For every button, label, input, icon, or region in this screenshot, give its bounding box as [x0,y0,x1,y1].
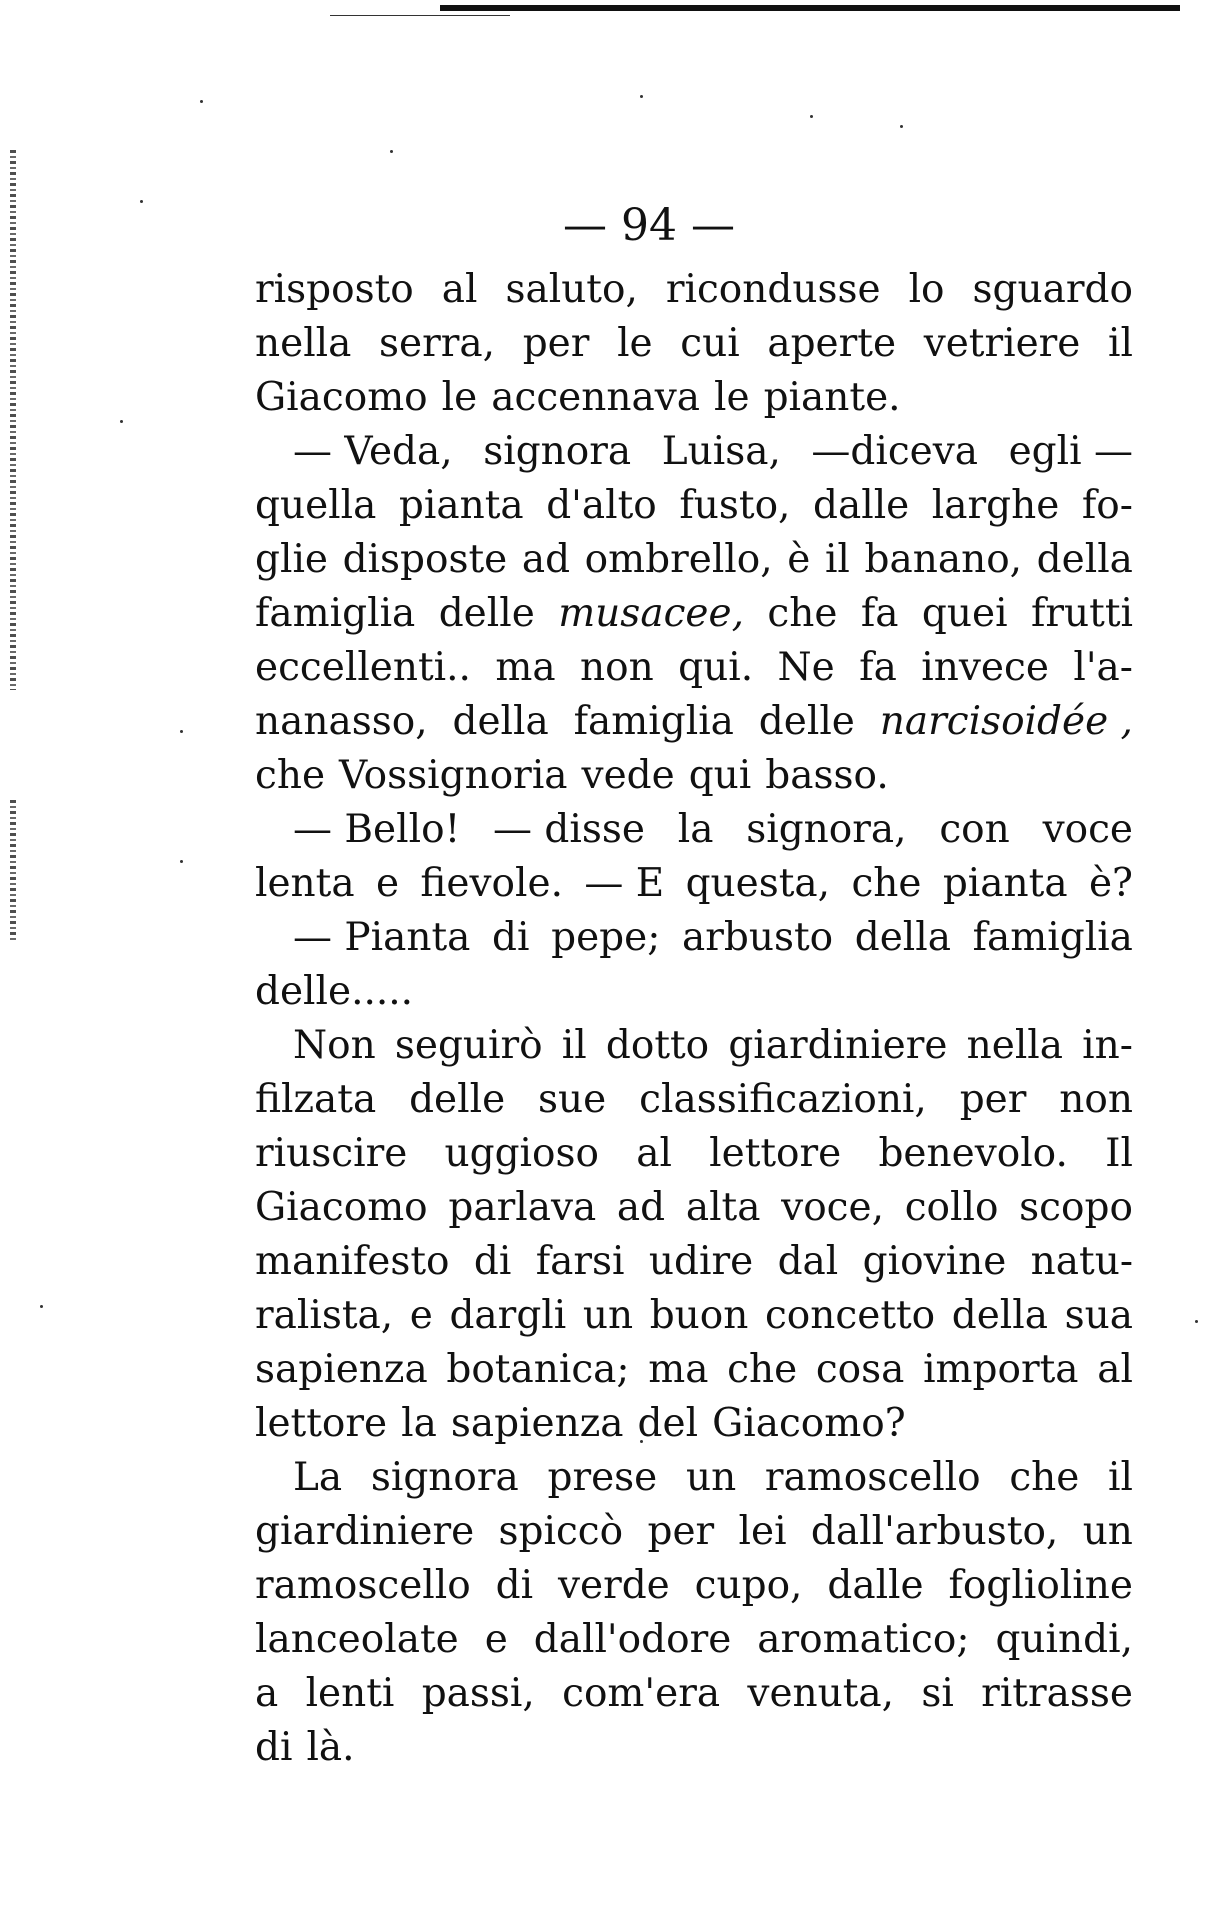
text-line [255,317,1133,371]
word: la [401,1401,437,1446]
word: di [492,915,530,960]
word: di [255,1725,293,1770]
word: —diceva [811,429,979,474]
word: Non [293,1023,376,1068]
word: un [685,1455,737,1500]
word: buon [649,1293,749,1338]
word: sue [538,1077,607,1122]
speck [900,125,903,128]
word: in- [1082,1023,1133,1068]
word: della [1036,537,1133,582]
word: quella [255,483,377,528]
word: voce, [781,1185,885,1230]
text-line [255,695,1133,749]
word: della [951,1293,1048,1338]
word: famiglia [573,699,734,744]
speck [120,420,123,423]
word: le [617,321,653,366]
word: lettore [709,1131,842,1176]
speck [810,115,813,118]
word: che [767,591,838,636]
word: collo [904,1185,999,1230]
word: dall'odore [533,1617,732,1662]
text-line [255,1289,1133,1343]
word: a [255,1671,279,1716]
text-line [255,857,1133,911]
word: le [714,375,750,420]
text-line [255,587,1133,641]
word: dal [777,1239,839,1284]
word: — Veda, [293,429,453,474]
word: al [636,1131,672,1176]
text-line [255,1721,1133,1775]
speck [200,100,203,103]
word: fievole. [420,861,563,906]
word: giardiniere [728,1023,948,1068]
word: dall'arbusto, [810,1509,1059,1554]
word: quei [921,591,1008,636]
word: e [484,1617,508,1662]
text-line [255,965,1133,1019]
word: com'era [562,1671,721,1716]
word: vede [581,753,675,798]
word: l'a- [1073,645,1133,690]
word: voce [1042,807,1133,852]
word: dotto [605,1023,710,1068]
word: non [1059,1077,1133,1122]
word: per [522,321,590,366]
word: serra, [379,321,496,366]
word: della [854,915,951,960]
word: disposte [342,537,508,582]
word: La [293,1455,343,1500]
speck [1195,1320,1198,1323]
page-number: — 94 — [563,200,735,251]
word: nanasso, [255,699,428,744]
text-line [255,425,1133,479]
text-line [255,1127,1133,1181]
word: risposto [255,267,414,312]
word: cupo, [694,1563,803,1608]
text-line [255,1235,1133,1289]
word: questa, [685,861,831,906]
word: Giacomo [255,1185,428,1230]
word: venuta, [747,1671,895,1716]
word: qui. [678,645,754,690]
text-line [255,1451,1133,1505]
word: e [409,1293,433,1338]
text-line [255,1613,1133,1667]
word: udire [648,1239,754,1284]
speck [40,1305,43,1308]
word: fa [859,645,897,690]
word: Vossignoria [339,753,568,798]
word: musacee, [558,591,744,636]
word: del [637,1401,699,1446]
word: foglioline [948,1563,1133,1608]
text-line [255,749,1133,803]
word: glie [255,537,328,582]
word: il [1108,1455,1133,1500]
word: scopo [1019,1185,1133,1230]
word: verde [557,1563,670,1608]
text-line [255,1667,1133,1721]
word: pepe; [551,915,661,960]
word: banano, [864,537,1023,582]
word: invece [921,645,1049,690]
text-line [255,1019,1133,1073]
word: lenta [255,861,355,906]
word: dalle [813,483,910,528]
word: della [452,699,549,744]
word: al [441,267,478,312]
word: ramoscello [255,1563,471,1608]
word: dalle [827,1563,924,1608]
word: Giacomo? [712,1401,906,1446]
text-line [255,641,1133,695]
text-line [255,533,1133,587]
word: delle [438,591,535,636]
word: lei [738,1509,787,1554]
word: di [495,1563,534,1608]
word: di [473,1239,512,1284]
word: per [959,1077,1027,1122]
word: natu- [1030,1239,1133,1284]
word: sapienza [450,1401,624,1446]
word: non [580,645,654,690]
word: riuscire [255,1131,408,1176]
text-line [255,911,1133,965]
word: parlava [448,1185,597,1230]
word: farsi [535,1239,625,1284]
word: nella [966,1023,1064,1068]
word: fusto, [679,483,791,528]
word: al [1097,1347,1133,1392]
word: alta [685,1185,761,1230]
word: nella [255,321,352,366]
word: che [851,861,922,906]
word: lo [908,267,945,312]
word: lettore [255,1401,388,1446]
word: giardiniere [255,1509,475,1554]
word: giovine [862,1239,1007,1284]
word: il [824,537,850,582]
word: importa [923,1347,1079,1392]
speck [390,150,393,153]
word: un [1082,1509,1133,1554]
word: passi, [421,1671,535,1716]
word: è [787,537,811,582]
word: ricondusse [665,267,881,312]
word: e [375,861,400,906]
word: delle [758,699,855,744]
text-line [255,1073,1133,1127]
word: dargli [449,1293,567,1338]
word: sapienza [255,1347,428,1392]
body-text [255,263,1133,1775]
word: là. [306,1725,355,1770]
word: manifesto [255,1239,450,1284]
word: piante. [763,375,901,420]
word: aperte [767,321,897,366]
word: famiglia [972,915,1133,960]
word: delle [409,1077,506,1122]
word: concetto [764,1293,936,1338]
word: ralista, [255,1293,394,1338]
word: Il [1105,1131,1133,1176]
word: che [255,753,326,798]
text-line [255,1343,1133,1397]
text-line [255,1505,1133,1559]
word: ramoscello [764,1455,981,1500]
word: fo- [1081,483,1133,528]
word: seguirò [394,1023,543,1068]
text-line [255,1181,1133,1235]
word: il [1108,321,1133,366]
word: — E [584,861,665,906]
word: ma [495,645,556,690]
word: signora, [746,807,907,852]
word: si [921,1671,954,1716]
word: pianta [942,861,1068,906]
word: ritrasse [981,1671,1133,1716]
word: famiglia [255,591,416,636]
word: delle..... [255,969,414,1014]
word: prese [547,1455,658,1500]
word: che [727,1347,798,1392]
word: con [939,807,1010,852]
word: ombrello, [584,537,773,582]
text-line [255,803,1133,857]
word: che [1009,1455,1080,1500]
speck [180,860,183,863]
word: lenti [305,1671,395,1716]
top-rule-thin [330,15,510,16]
word: sua [1064,1293,1133,1338]
text-line [255,479,1133,533]
word: narcisoidée , [879,699,1133,744]
word: aromatico; [757,1617,970,1662]
word: classificazioni, [639,1077,927,1122]
word: lanceolate [255,1617,459,1662]
text-line [255,1559,1133,1613]
word: Giacomo [255,375,428,420]
word: quindi, [995,1617,1133,1662]
word: Luisa, [661,429,781,474]
text-line [255,263,1133,317]
word: uggioso [444,1131,599,1176]
word: ma [648,1347,709,1392]
word: spiccò [498,1509,624,1554]
word: vetriere [923,321,1081,366]
word: ad [616,1185,666,1230]
word: d'alto [546,483,657,528]
word: saluto, [505,267,638,312]
word: — Pianta [293,915,471,960]
word: fa [860,591,899,636]
word: sguardo [972,267,1133,312]
word: signora [483,429,632,474]
word: Ne [777,645,835,690]
word: — disse [493,807,645,852]
speck [180,730,183,733]
word: egli — [1008,429,1133,474]
word: — Bello! [293,807,461,852]
word: basso. [765,753,889,798]
speck [640,95,643,98]
word: eccellenti.. [255,645,471,690]
word: cosa [815,1347,905,1392]
word: il [561,1023,587,1068]
word: per [647,1509,715,1554]
text-line [255,371,1133,425]
word: larghe [931,483,1060,528]
word: signora [370,1455,519,1500]
word: pianta [398,483,524,528]
text-line [255,1397,1133,1451]
word: benevolo. [878,1131,1068,1176]
word: un [582,1293,634,1338]
word: le [441,375,478,420]
word: ad [521,537,571,582]
word: frutti [1030,591,1133,636]
binding-edge-lower [10,800,16,940]
word: cui [680,321,740,366]
word: qui [688,753,752,798]
word: la [677,807,714,852]
word: accennava [491,375,701,420]
word: è? [1088,861,1133,906]
top-rule [440,5,1180,11]
word: botanica; [446,1347,630,1392]
word: filzata [255,1077,377,1122]
word: arbusto [681,915,834,960]
